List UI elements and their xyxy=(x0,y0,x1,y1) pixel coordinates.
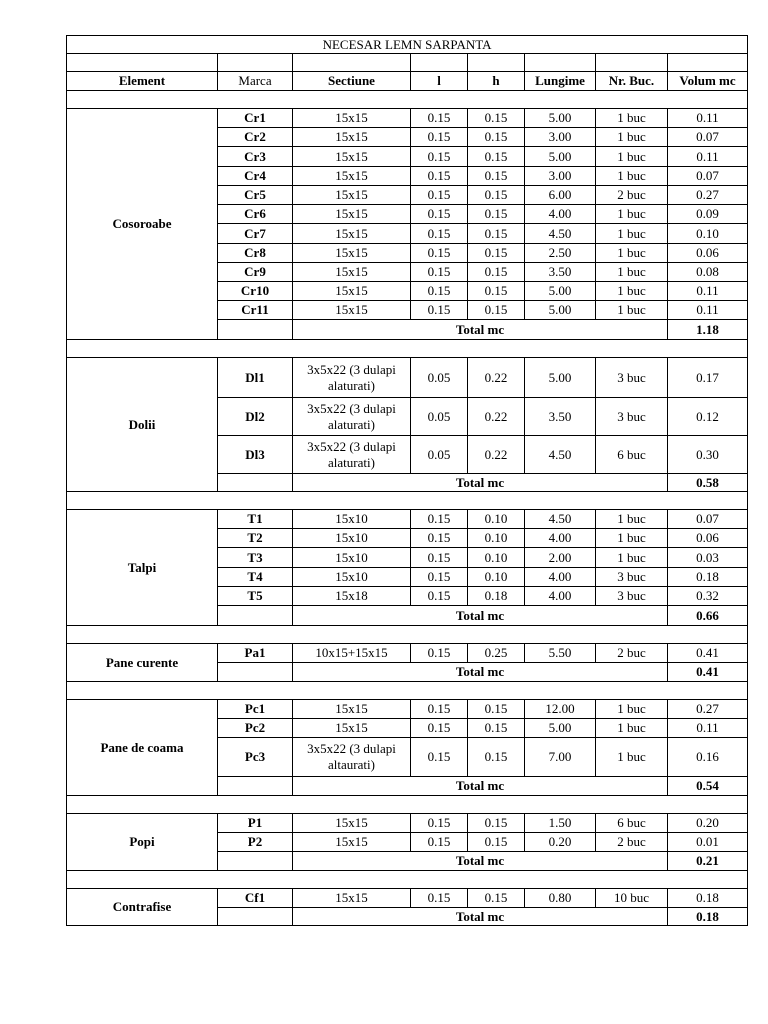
volum-cell: 0.09 xyxy=(668,205,748,224)
nr-buc-cell: 1 buc xyxy=(596,167,668,186)
l-cell: 0.05 xyxy=(411,436,468,474)
nr-buc-cell: 3 buc xyxy=(596,568,668,587)
volum-cell: 0.11 xyxy=(668,301,748,320)
spacer-row xyxy=(67,340,748,358)
h-cell: 0.15 xyxy=(468,263,525,282)
total-value: 0.21 xyxy=(668,852,748,871)
sectiune-cell: 15x15 xyxy=(293,147,411,167)
marca-cell: Dl2 xyxy=(218,398,293,436)
nr-buc-cell: 1 buc xyxy=(596,128,668,147)
total-label: Total mc xyxy=(293,320,668,340)
lungime-cell: 1.50 xyxy=(525,814,596,833)
volum-cell: 0.10 xyxy=(668,224,748,244)
nr-buc-cell: 1 buc xyxy=(596,510,668,529)
l-cell: 0.15 xyxy=(411,889,468,908)
sectiune-cell: 15x15 xyxy=(293,205,411,224)
sectiune-cell: 3x5x22 (3 dulapi alaturati) xyxy=(293,436,411,474)
l-cell: 0.15 xyxy=(411,224,468,244)
sectiune-cell: 15x15 xyxy=(293,889,411,908)
lungime-cell: 3.00 xyxy=(525,128,596,147)
lungime-cell: 4.50 xyxy=(525,224,596,244)
h-cell: 0.15 xyxy=(468,109,525,128)
marca-cell: Pc3 xyxy=(218,738,293,777)
h-cell: 0.15 xyxy=(468,719,525,738)
l-cell: 0.15 xyxy=(411,301,468,320)
volum-cell: 0.41 xyxy=(668,644,748,663)
l-cell: 0.15 xyxy=(411,263,468,282)
table-row xyxy=(67,644,748,663)
marca-cell: T1 xyxy=(218,510,293,529)
volum-cell: 0.18 xyxy=(668,889,748,908)
nr-buc-cell: 3 buc xyxy=(596,587,668,606)
sectiune-cell: 15x15 xyxy=(293,719,411,738)
volum-cell: 0.11 xyxy=(668,109,748,128)
l-cell: 0.15 xyxy=(411,147,468,167)
table-row xyxy=(67,889,748,908)
nr-buc-cell: 1 buc xyxy=(596,205,668,224)
nr-buc-cell: 3 buc xyxy=(596,398,668,436)
h-cell: 0.15 xyxy=(468,738,525,777)
marca-cell: Cr9 xyxy=(218,263,293,282)
sectiune-cell: 15x15 xyxy=(293,814,411,833)
volum-cell: 0.20 xyxy=(668,814,748,833)
spacer-row xyxy=(67,796,748,814)
element-name: Pane de coama xyxy=(67,700,218,796)
h-cell: 0.15 xyxy=(468,700,525,719)
l-cell: 0.15 xyxy=(411,700,468,719)
volum-cell: 0.12 xyxy=(668,398,748,436)
marca-cell: Cr10 xyxy=(218,282,293,301)
l-cell: 0.15 xyxy=(411,529,468,548)
nr-buc-cell: 2 buc xyxy=(596,833,668,852)
lungime-cell: 4.00 xyxy=(525,568,596,587)
l-cell: 0.15 xyxy=(411,833,468,852)
sectiune-cell: 15x10 xyxy=(293,510,411,529)
h-cell: 0.15 xyxy=(468,282,525,301)
sectiune-cell: 15x10 xyxy=(293,529,411,548)
marca-cell: Cr11 xyxy=(218,301,293,320)
lungime-cell: 12.00 xyxy=(525,700,596,719)
l-cell: 0.15 xyxy=(411,587,468,606)
nr-buc-cell: 1 buc xyxy=(596,700,668,719)
lungime-cell: 0.20 xyxy=(525,833,596,852)
marca-cell: Pc1 xyxy=(218,700,293,719)
sectiune-cell: 15x15 xyxy=(293,224,411,244)
sectiune-cell: 15x15 xyxy=(293,282,411,301)
nr-buc-cell: 2 buc xyxy=(596,644,668,663)
h-cell: 0.15 xyxy=(468,244,525,263)
header-l: l xyxy=(411,72,468,91)
l-cell: 0.05 xyxy=(411,398,468,436)
h-cell: 0.15 xyxy=(468,833,525,852)
l-cell: 0.15 xyxy=(411,186,468,205)
header-lungime: Lungime xyxy=(525,72,596,91)
sectiune-cell: 10x15+15x15 xyxy=(293,644,411,663)
l-cell: 0.15 xyxy=(411,167,468,186)
volum-cell: 0.16 xyxy=(668,738,748,777)
element-name: Pane curente xyxy=(67,644,218,682)
l-cell: 0.15 xyxy=(411,244,468,263)
h-cell: 0.10 xyxy=(468,510,525,529)
marca-cell: Pa1 xyxy=(218,644,293,663)
lumber-table xyxy=(66,35,748,926)
lungime-cell: 6.00 xyxy=(525,186,596,205)
header-element: Element xyxy=(67,72,218,91)
nr-buc-cell: 1 buc xyxy=(596,109,668,128)
nr-buc-cell: 10 buc xyxy=(596,889,668,908)
h-cell: 0.15 xyxy=(468,205,525,224)
h-cell: 0.15 xyxy=(468,147,525,167)
sectiune-cell: 15x15 xyxy=(293,109,411,128)
lungime-cell: 4.00 xyxy=(525,205,596,224)
h-cell: 0.18 xyxy=(468,587,525,606)
l-cell: 0.15 xyxy=(411,719,468,738)
nr-buc-cell: 6 buc xyxy=(596,814,668,833)
nr-buc-cell: 1 buc xyxy=(596,147,668,167)
element-name: Popi xyxy=(67,814,218,871)
volum-cell: 0.08 xyxy=(668,263,748,282)
table-row xyxy=(67,109,748,128)
lungime-cell: 2.50 xyxy=(525,244,596,263)
volum-cell: 0.01 xyxy=(668,833,748,852)
sectiune-cell: 15x10 xyxy=(293,548,411,568)
lungime-cell: 5.00 xyxy=(525,282,596,301)
marca-cell: Cr5 xyxy=(218,186,293,205)
spacer-row xyxy=(67,871,748,889)
lungime-cell: 7.00 xyxy=(525,738,596,777)
marca-cell: Cr4 xyxy=(218,167,293,186)
sectiune-cell: 15x15 xyxy=(293,186,411,205)
marca-cell: Dl3 xyxy=(218,436,293,474)
sectiune-cell: 15x15 xyxy=(293,263,411,282)
lungime-cell: 5.00 xyxy=(525,109,596,128)
h-cell: 0.15 xyxy=(468,167,525,186)
spacer-row xyxy=(67,626,748,644)
l-cell: 0.15 xyxy=(411,510,468,529)
nr-buc-cell: 1 buc xyxy=(596,263,668,282)
l-cell: 0.15 xyxy=(411,738,468,777)
h-cell: 0.10 xyxy=(468,529,525,548)
lungime-cell: 5.50 xyxy=(525,644,596,663)
h-cell: 0.22 xyxy=(468,398,525,436)
lungime-cell: 4.00 xyxy=(525,529,596,548)
sectiune-cell: 3x5x22 (3 dulapi alaturati) xyxy=(293,398,411,436)
title-row xyxy=(67,36,748,54)
sectiune-cell: 15x15 xyxy=(293,301,411,320)
sectiune-cell: 15x10 xyxy=(293,568,411,587)
sectiune-cell: 3x5x22 (3 dulapi altaurati) xyxy=(293,738,411,777)
total-value: 0.66 xyxy=(668,606,748,626)
l-cell: 0.15 xyxy=(411,109,468,128)
sectiune-cell: 3x5x22 (3 dulapi alaturati) xyxy=(293,358,411,398)
l-cell: 0.15 xyxy=(411,568,468,587)
sectiune-cell: 15x18 xyxy=(293,587,411,606)
total-value: 0.58 xyxy=(668,474,748,492)
total-label: Total mc xyxy=(293,852,668,871)
marca-cell: Cr2 xyxy=(218,128,293,147)
volum-cell: 0.06 xyxy=(668,244,748,263)
spacer-row xyxy=(67,682,748,700)
h-cell: 0.22 xyxy=(468,436,525,474)
lungime-cell: 2.00 xyxy=(525,548,596,568)
volum-cell: 0.27 xyxy=(668,700,748,719)
table-title: NECESAR LEMN SARPANTA xyxy=(67,36,748,54)
lungime-cell: 5.00 xyxy=(525,301,596,320)
table-row xyxy=(67,700,748,719)
nr-buc-cell: 6 buc xyxy=(596,436,668,474)
volum-cell: 0.11 xyxy=(668,719,748,738)
lungime-cell: 5.00 xyxy=(525,719,596,738)
header-h: h xyxy=(468,72,525,91)
h-cell: 0.15 xyxy=(468,186,525,205)
lungime-cell: 0.80 xyxy=(525,889,596,908)
nr-buc-cell: 3 buc xyxy=(596,358,668,398)
marca-cell: P1 xyxy=(218,814,293,833)
spacer-row xyxy=(67,492,748,510)
l-cell: 0.15 xyxy=(411,128,468,147)
h-cell: 0.22 xyxy=(468,358,525,398)
l-cell: 0.15 xyxy=(411,644,468,663)
nr-buc-cell: 1 buc xyxy=(596,244,668,263)
marca-cell: Cr7 xyxy=(218,224,293,244)
volum-cell: 0.32 xyxy=(668,587,748,606)
lungime-cell: 4.00 xyxy=(525,587,596,606)
lungime-cell: 3.00 xyxy=(525,167,596,186)
h-cell: 0.15 xyxy=(468,224,525,244)
nr-buc-cell: 1 buc xyxy=(596,719,668,738)
lungime-cell: 4.50 xyxy=(525,510,596,529)
volum-cell: 0.07 xyxy=(668,510,748,529)
marca-cell: Cf1 xyxy=(218,889,293,908)
marca-cell: T4 xyxy=(218,568,293,587)
l-cell: 0.15 xyxy=(411,548,468,568)
volum-cell: 0.07 xyxy=(668,128,748,147)
total-label: Total mc xyxy=(293,777,668,796)
element-name: Talpi xyxy=(67,510,218,626)
element-name: Contrafise xyxy=(67,889,218,926)
element-name: Dolii xyxy=(67,358,218,492)
l-cell: 0.15 xyxy=(411,282,468,301)
total-label: Total mc xyxy=(293,606,668,626)
h-cell: 0.15 xyxy=(468,128,525,147)
marca-cell: Cr6 xyxy=(218,205,293,224)
total-label: Total mc xyxy=(293,474,668,492)
lungime-cell: 5.00 xyxy=(525,358,596,398)
lungime-cell: 4.50 xyxy=(525,436,596,474)
blank-row xyxy=(67,54,748,72)
header-volum: Volum mc xyxy=(668,72,748,91)
total-label: Total mc xyxy=(293,908,668,926)
volum-cell: 0.03 xyxy=(668,548,748,568)
marca-cell: Cr3 xyxy=(218,147,293,167)
nr-buc-cell: 1 buc xyxy=(596,529,668,548)
total-label: Total mc xyxy=(293,663,668,682)
total-value: 0.18 xyxy=(668,908,748,926)
sectiune-cell: 15x15 xyxy=(293,244,411,263)
nr-buc-cell: 1 buc xyxy=(596,301,668,320)
marca-cell: Cr8 xyxy=(218,244,293,263)
header-nr-buc: Nr. Buc. xyxy=(596,72,668,91)
h-cell: 0.25 xyxy=(468,644,525,663)
volum-cell: 0.06 xyxy=(668,529,748,548)
h-cell: 0.10 xyxy=(468,568,525,587)
volum-cell: 0.27 xyxy=(668,186,748,205)
total-value: 0.54 xyxy=(668,777,748,796)
nr-buc-cell: 1 buc xyxy=(596,738,668,777)
sectiune-cell: 15x15 xyxy=(293,167,411,186)
h-cell: 0.15 xyxy=(468,814,525,833)
spacer-row xyxy=(67,91,748,109)
lungime-cell: 5.00 xyxy=(525,147,596,167)
element-name: Cosoroabe xyxy=(67,109,218,340)
sectiune-cell: 15x15 xyxy=(293,833,411,852)
volum-cell: 0.11 xyxy=(668,282,748,301)
header-sectiune: Sectiune xyxy=(293,72,411,91)
l-cell: 0.05 xyxy=(411,358,468,398)
marca-cell: T2 xyxy=(218,529,293,548)
table-row xyxy=(67,510,748,529)
l-cell: 0.15 xyxy=(411,814,468,833)
lungime-cell: 3.50 xyxy=(525,398,596,436)
h-cell: 0.10 xyxy=(468,548,525,568)
volum-cell: 0.17 xyxy=(668,358,748,398)
volum-cell: 0.07 xyxy=(668,167,748,186)
marca-cell: Cr1 xyxy=(218,109,293,128)
sectiune-cell: 15x15 xyxy=(293,128,411,147)
marca-cell: P2 xyxy=(218,833,293,852)
marca-cell: Pc2 xyxy=(218,719,293,738)
header-marca: Marca xyxy=(218,72,293,91)
nr-buc-cell: 1 buc xyxy=(596,224,668,244)
table-row xyxy=(67,358,748,398)
l-cell: 0.15 xyxy=(411,205,468,224)
h-cell: 0.15 xyxy=(468,301,525,320)
h-cell: 0.15 xyxy=(468,889,525,908)
marca-cell: T3 xyxy=(218,548,293,568)
marca-cell: Dl1 xyxy=(218,358,293,398)
marca-cell: T5 xyxy=(218,587,293,606)
volum-cell: 0.18 xyxy=(668,568,748,587)
sectiune-cell: 15x15 xyxy=(293,700,411,719)
volum-cell: 0.11 xyxy=(668,147,748,167)
lungime-cell: 3.50 xyxy=(525,263,596,282)
header-row xyxy=(67,72,748,91)
volum-cell: 0.30 xyxy=(668,436,748,474)
total-value: 0.41 xyxy=(668,663,748,682)
table-row xyxy=(67,814,748,833)
total-value: 1.18 xyxy=(668,320,748,340)
nr-buc-cell: 1 buc xyxy=(596,282,668,301)
nr-buc-cell: 2 buc xyxy=(596,186,668,205)
nr-buc-cell: 1 buc xyxy=(596,548,668,568)
